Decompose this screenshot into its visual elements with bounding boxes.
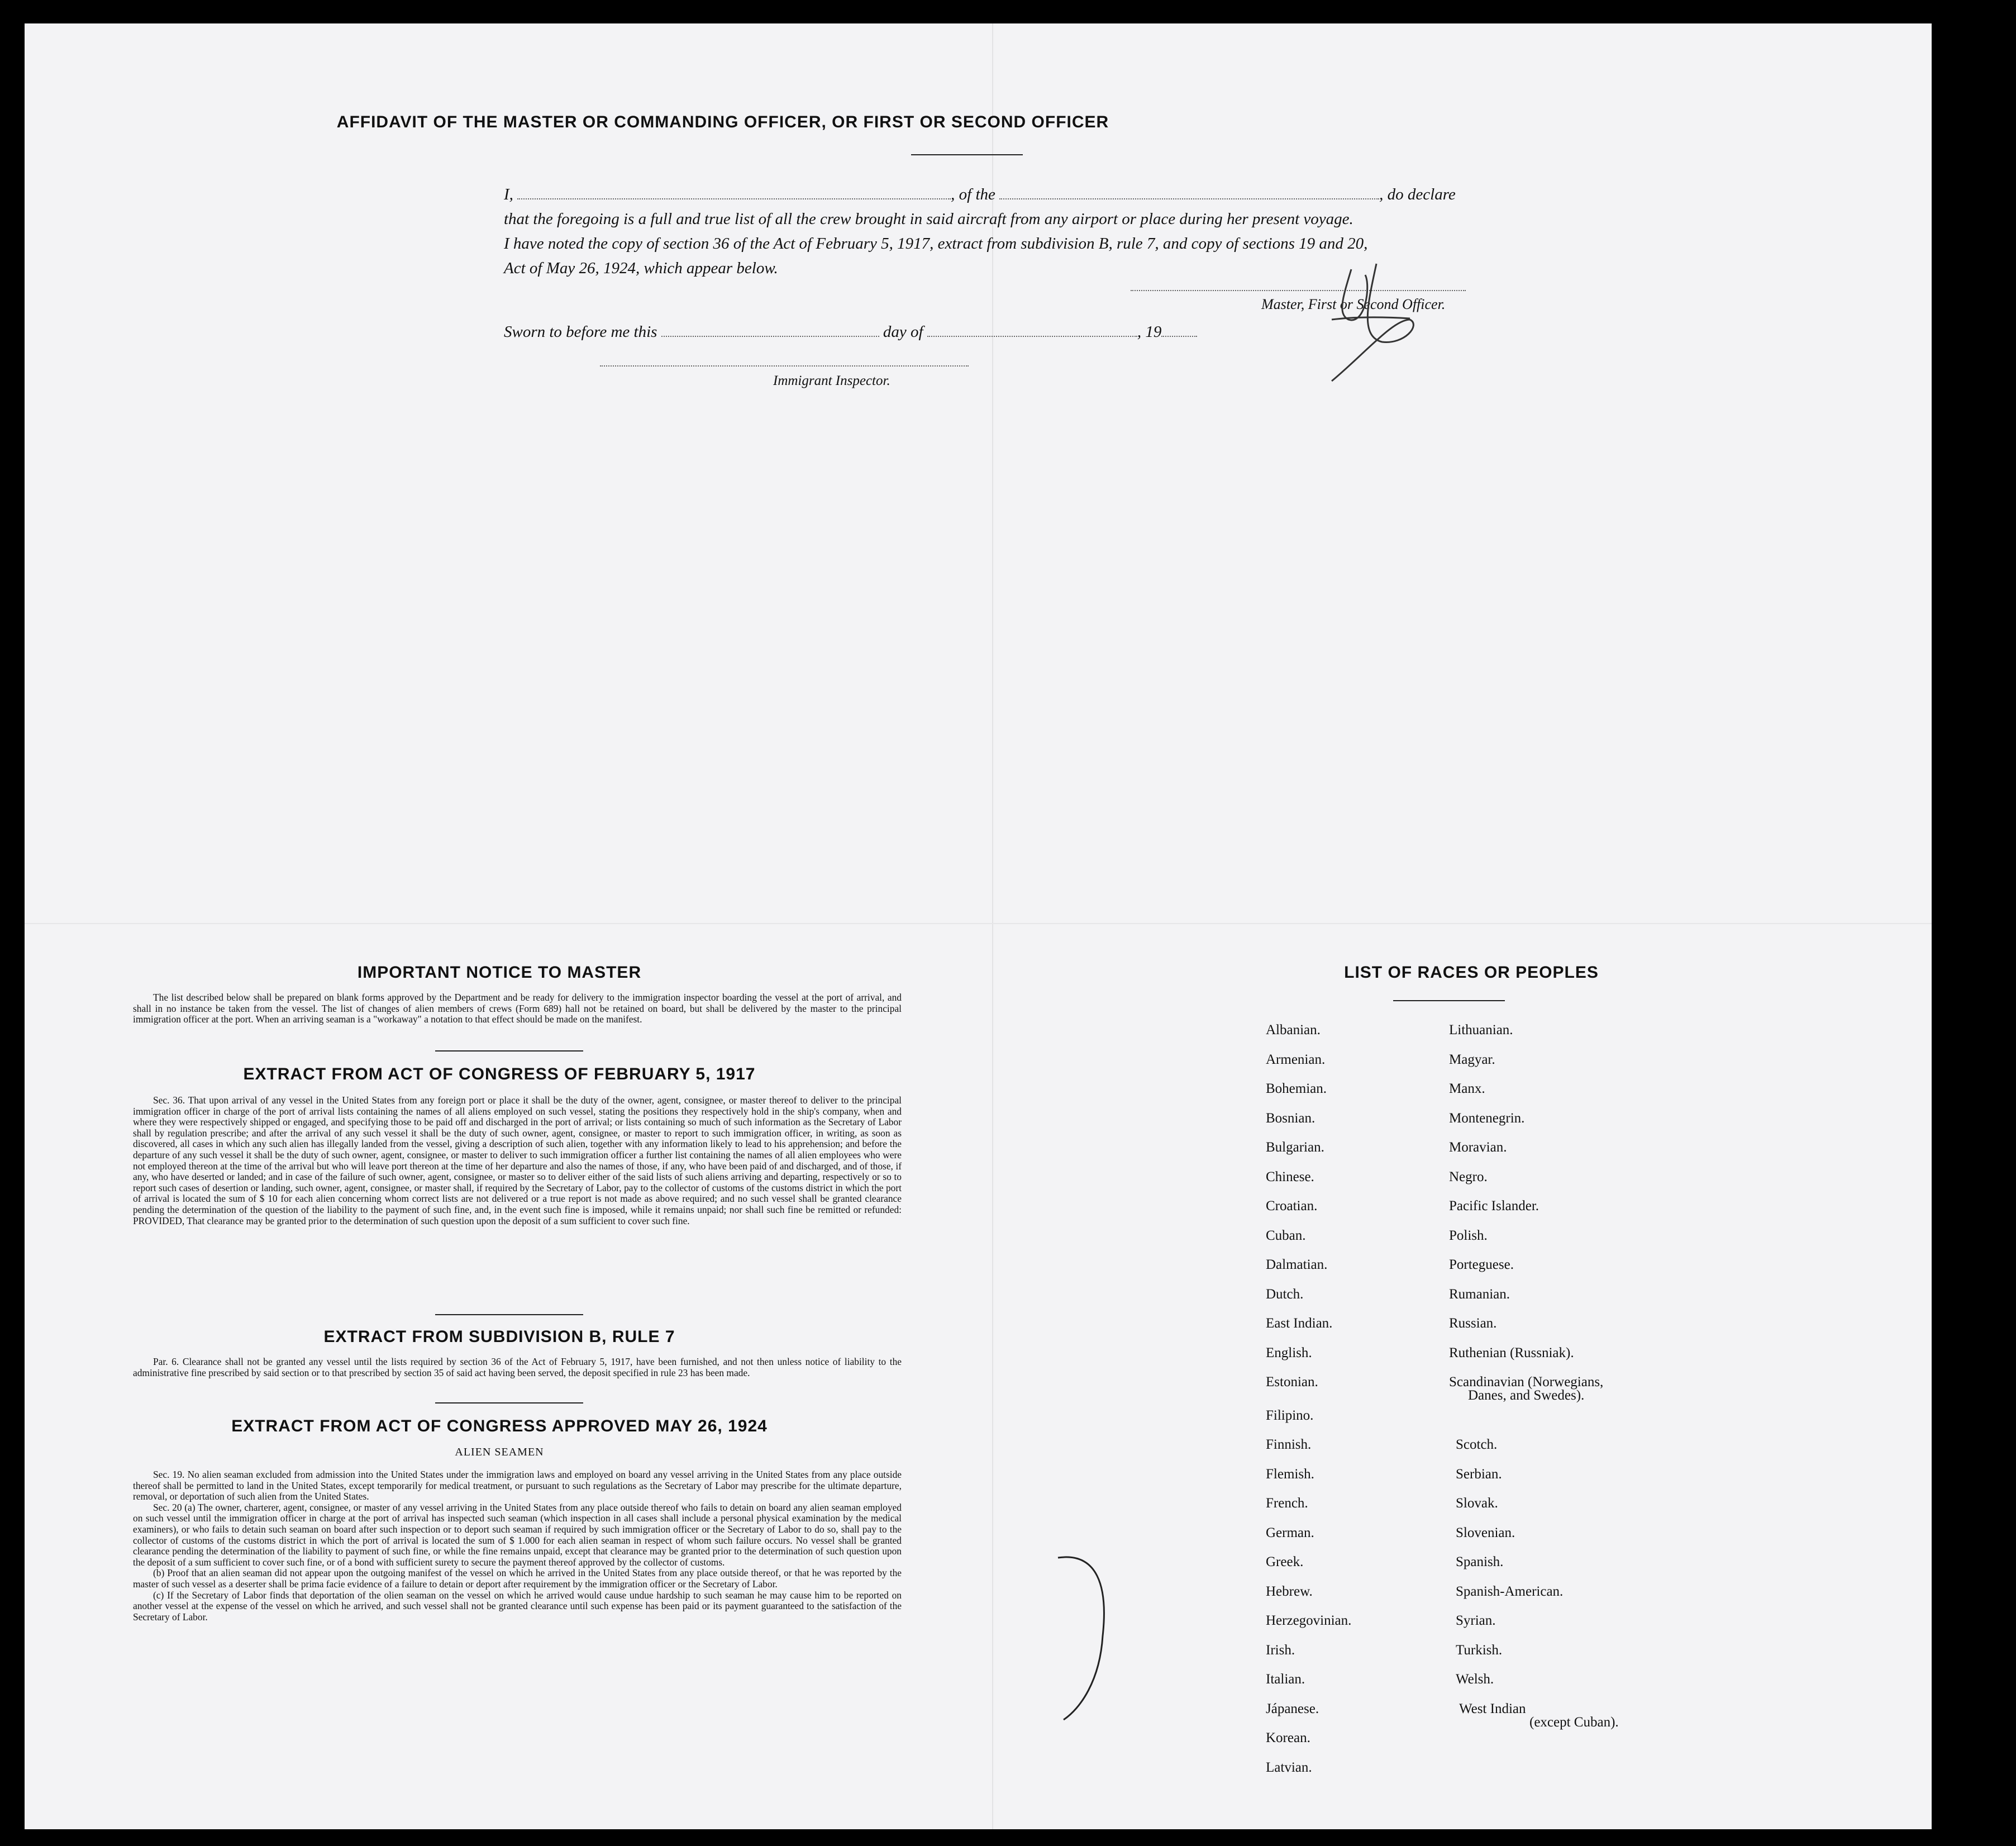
sworn-day-of: day of xyxy=(883,323,923,341)
sec-20c-paragraph: (c) If the Secretary of Labor finds that deportation of the olien seaman on the vessel on which he arrived would cause undue hardship to such seaman he may cause him to be reported on another vessel at the expense of the vessel on which he arrived, and such vessel shall not be granted clearance until such expense has been paid or its payment guaranteed to the satisfaction of the Secretary of Labor. xyxy=(133,1589,902,1623)
year-blank[interactable] xyxy=(1161,336,1197,337)
inspector-label: Immigrant Inspector. xyxy=(773,373,890,388)
race-item: Turkish. xyxy=(1456,1642,1503,1658)
race-item: Korean. xyxy=(1266,1730,1310,1745)
race-item: Bohemian. xyxy=(1266,1081,1327,1096)
extract-rule7-title: EXTRACT FROM SUBDIVISION B, RULE 7 xyxy=(323,1328,675,1346)
race-item: Manx. xyxy=(1449,1081,1485,1096)
race-item: Herzegovinian. xyxy=(1266,1613,1352,1628)
race-item: Rumanian. xyxy=(1449,1286,1510,1302)
race-item: Serbian. xyxy=(1456,1466,1502,1482)
sworn-prefix: Sworn to before me this xyxy=(504,323,657,341)
extract-1917-text xyxy=(133,1095,902,1226)
race-item: Dutch. xyxy=(1266,1286,1304,1302)
race-item: Finnish. xyxy=(1266,1437,1312,1452)
race-item: Cuban. xyxy=(1266,1228,1306,1243)
affidavit-declare: , do declare xyxy=(1379,185,1456,203)
race-item: Armenian. xyxy=(1266,1052,1326,1067)
sworn-line xyxy=(504,323,1197,341)
affidavit-line-4: Act of May 26, 1924, which appear below. xyxy=(504,259,778,277)
race-item: Estonian. xyxy=(1266,1374,1318,1390)
races-title-underline xyxy=(1393,1000,1505,1001)
race-item: Spanish-American. xyxy=(1456,1583,1564,1599)
race-item: Lithuanian. xyxy=(1449,1022,1513,1038)
race-item: Ruthenian (Russniak). xyxy=(1449,1345,1574,1360)
race-item: Slovenian. xyxy=(1456,1525,1515,1540)
extract-rule7-paragraph: Par. 6. Clearance shall not be granted any vessel until the lists required by section 36 of the Act of February 5, 1917, have been furnished, and not then unless notice of liability to the administrative fine prescribed by said section or to that prescribed by section 35 of said act having been served, the deposit specified in rule 23 has been made. xyxy=(133,1356,902,1378)
race-item: Flemish. xyxy=(1266,1466,1314,1482)
race-item: Magyar. xyxy=(1449,1052,1495,1067)
race-item: Bulgarian. xyxy=(1266,1140,1324,1155)
race-item: Scandinavian (Norwegians, xyxy=(1449,1374,1604,1390)
race-item: Danes, and Swedes). xyxy=(1468,1388,1585,1403)
document-sheet xyxy=(25,23,1932,1829)
affidavit-line-1 xyxy=(504,185,1456,204)
race-item: Porteguese. xyxy=(1449,1257,1514,1272)
race-item: Dalmatian. xyxy=(1266,1257,1328,1272)
affidavit-of-the: , of the xyxy=(951,185,995,203)
inspector-signature-blank[interactable] xyxy=(600,364,969,367)
fold-line-vertical xyxy=(992,23,993,1829)
race-item: Slovak. xyxy=(1456,1496,1498,1511)
race-item: Syrian. xyxy=(1456,1613,1496,1628)
sec-20a-paragraph: Sec. 20 (a) The owner, charterer, agent, consignee, or master of any vessel arriving in the United States from any place outside thereof who fails to detain on board any alien seaman employed on such vessel until the immigration officer in charge at the port of arrival has inspected such seaman (which inspection in all cases shall include a personal physical examination by the medical examiners), or who fails to detain such seaman on board after such inspection or to deport such seaman if required by such immigration officer or the Secretary of Labor to do so, shall pay to the collector of customs of the customs district in which the port of arrival is located the sum of $ 1.000 for each alien seaman in respect of whom such failure occurs. No vessel shall be granted clearance pending the determination of the liability to payment of such fine, or while the fine remains unpaid, except that clearance may be granted prior to the determination of such question upon the deposit of a sum sufficient to cover such fine, or of a bond with sufficient surety to secure the payment thereof approved by the collector of customs. xyxy=(133,1501,902,1568)
race-item: Albanian. xyxy=(1266,1022,1321,1038)
notice-title: IMPORTANT NOTICE TO MASTER xyxy=(357,963,642,982)
race-item: Scotch. xyxy=(1456,1437,1498,1452)
affidavit-title: AFFIDAVIT OF THE MASTER OR COMMANDING OFFICER, OR FIRST OR SECOND OFFICER xyxy=(336,113,1109,131)
race-item: Irish. xyxy=(1266,1642,1295,1658)
extract-1917-paragraph: Sec. 36. That upon arrival of any vessel in the United States from any foreign port or place it shall be the duty of the owner, agent, consignee, or master thereof to deliver to the principal immigration officer in charge of the port of arrival lists containing the names of all aliens employed on such vessel, stating the positions they respectively hold in the ship's company, when and where they were respectively shipped or engaged, and specifying those to be paid off and discharged in the port of arrival; or lists containing so much of such information as the Secretary of Labor shall by regulation prescribe; and after the arrival of any such vessel it shall be the duty of such owner, agent, consignee, or master to report to such immigration officer, in writing, as soon as discovered, all cases in which any such alien has illegally landed from the vessel, giving a description of such alien, together with any information likely to lead to his apprehension; and before the departure of any such vessel it shall be the duty of such owner, agent, consignee, or master to deliver to such immigration officer a further list containing the names of all alien employees who were not employed thereon at the time of the arrival but who will leave port thereon at the time of her departure and also the names of those, if any, who have been paid of and discharged, and of those, if any, who have deserted or landed; and in case of the failure of such owner, agent, consignee, or master so to deliver either of the said lists of such aliens arriving and departing, respectively or so to report such cases of desertion or landing, such owner, agent, consignee, or master shall, if required by the Secretary of Labor, pay to the collector of customs of the customs district in which the port of arrival is located the sum of $ 10 for each alien concerning whom correct lists are not delivered or a true report is not made as above required; and no such vessel shall be granted clearance pending the determination of the question of the liability to the payment of such fine, and, in the event such fine is imposed, while it remains unpaid; nor shall such fine be remitted or refunded: PROVIDED, That clearance may be granted prior to the determination of such question upon the deposit of a sum sufficient to cover such fine. xyxy=(133,1095,902,1226)
extract-1924-title: EXTRACT FROM ACT OF CONGRESS APPROVED MAY 26, 1924 xyxy=(231,1417,768,1435)
sec-19-paragraph: Sec. 19. No alien seaman excluded from admission into the United States under the immigration laws and employed on board any vessel arriving in the United States from any place outside thereof shall be permitted to land in the United States, except temporarily for medical treatment, or pursuant to such regulations as the Secretary of Labor may prescribe for the ultimate departure, removal, or deportation of such alien from the United States. xyxy=(133,1469,902,1502)
affidavit-i: I, xyxy=(504,185,513,203)
race-item: Moravian. xyxy=(1449,1140,1507,1155)
race-item: Pacific Islander. xyxy=(1449,1198,1540,1214)
affidavit-line-2: that the foregoing is a full and true list of all the crew brought in said aircraft from any airport or place during her present voyage. xyxy=(504,210,1353,228)
race-item: Russian. xyxy=(1449,1316,1497,1331)
divider xyxy=(435,1402,583,1403)
race-item: Montenegrin. xyxy=(1449,1110,1525,1126)
sec-20b-paragraph: (b) Proof that an alien seaman did not appear upon the outgoing manifest of the vessel on which he arrived in the United States from any place outside thereof, or that he was reported by the master of such vessel as a deserter shall be prima facie evidence of a failure to detain or deport after requirement by the immigration officer or the Secretary of Labor. xyxy=(133,1567,902,1590)
day-blank[interactable] xyxy=(661,336,879,337)
race-item: Welsh. xyxy=(1456,1672,1494,1687)
race-item: Polish. xyxy=(1449,1228,1488,1243)
divider xyxy=(435,1050,583,1052)
races-title: LIST OF RACES OR PEOPLES xyxy=(1344,963,1599,982)
handwritten-mark xyxy=(1047,1552,1125,1725)
vessel-blank[interactable] xyxy=(999,198,1379,199)
affidavit-line-3: I have noted the copy of section 36 of the Act of February 5, 1917, extract from subdivision B, rule 7, and copy of sections 19 and 20, xyxy=(504,235,1368,253)
race-item: East Indian. xyxy=(1266,1316,1333,1331)
alien-seamen-subtitle: ALIEN SEAMEN xyxy=(455,1446,544,1458)
race-item: Greek. xyxy=(1266,1554,1304,1569)
race-item: Chinese. xyxy=(1266,1169,1314,1184)
race-item: German. xyxy=(1266,1525,1314,1540)
race-item: Latvian. xyxy=(1266,1759,1312,1775)
race-item: Filipino. xyxy=(1266,1407,1314,1423)
race-item: English. xyxy=(1266,1345,1312,1360)
divider xyxy=(435,1314,583,1315)
race-item: Spanish. xyxy=(1456,1554,1504,1569)
signer-label: Master, First or Second Officer. xyxy=(1261,296,1446,312)
race-item: Italian. xyxy=(1266,1672,1305,1687)
notice-paragraph: The list described below shall be prepared on blank forms approved by the Department and be ready for delivery to the immigration inspector boarding the vessel at the port of arrival, and shall in no instance be taken from the vessel. The list of changes of alien members of crews (Form 689) hall not be retained on board, but shall be delivered by the master to the principal immigration officer at the port. When an arriving seaman is a "workaway" a notation to that effect should be made on the manifest. xyxy=(133,992,902,1025)
title-underline xyxy=(911,154,1023,155)
race-item: French. xyxy=(1266,1496,1308,1511)
race-item: West Indian xyxy=(1459,1701,1526,1716)
sworn-year: , 19 xyxy=(1137,323,1162,341)
race-item: Hebrew. xyxy=(1266,1583,1313,1599)
extract-rule7-text xyxy=(133,1357,902,1378)
extract-1924-text xyxy=(133,1469,902,1623)
race-item: Bosnian. xyxy=(1266,1110,1316,1126)
race-item: Jápanese. xyxy=(1266,1701,1319,1716)
race-item: Negro. xyxy=(1449,1169,1488,1184)
notice-text xyxy=(133,992,902,1025)
handwritten-signature xyxy=(1298,253,1443,398)
extract-1917-title: EXTRACT FROM ACT OF CONGRESS OF FEBRUARY 5, 1917 xyxy=(243,1065,756,1083)
name-blank[interactable] xyxy=(517,198,951,199)
race-item: Croatian. xyxy=(1266,1198,1318,1214)
fold-line-horizontal xyxy=(25,923,1932,924)
month-blank[interactable] xyxy=(927,336,1137,337)
race-item: (except Cuban). xyxy=(1529,1714,1619,1730)
